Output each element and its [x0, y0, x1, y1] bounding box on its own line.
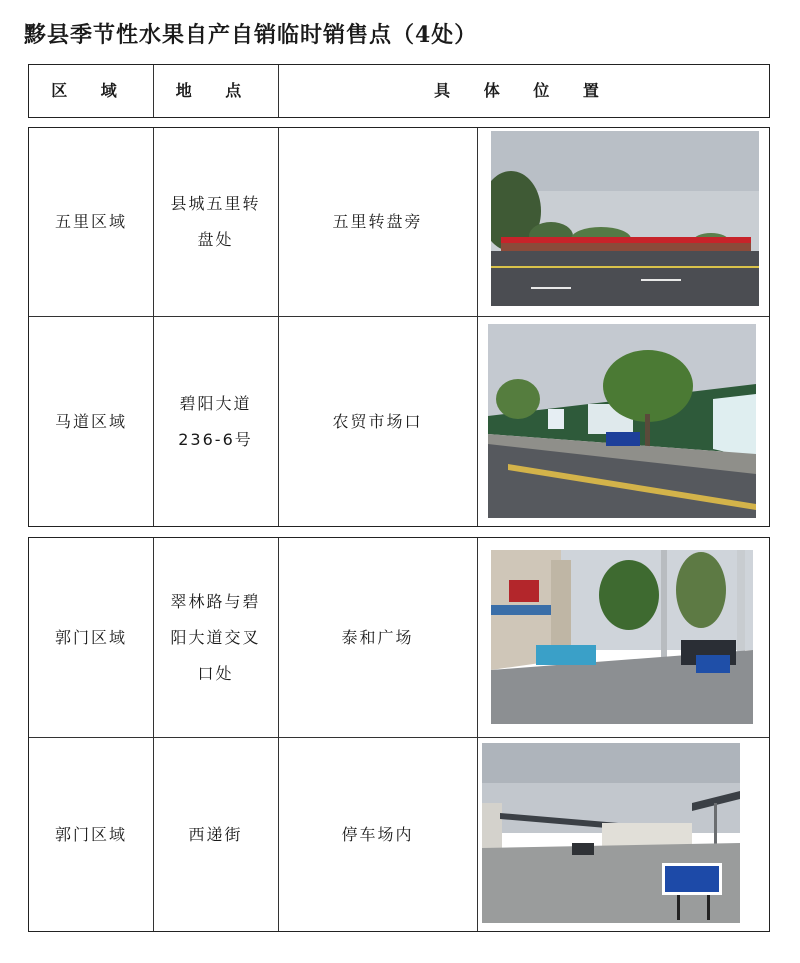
- row1-area: 五里区域: [54, 212, 127, 231]
- red-canopy-stalls-roadside-photo: [491, 131, 759, 306]
- table-row: [29, 317, 153, 526]
- market-wall-tree-photo: [488, 324, 756, 518]
- row1-place: 县城五里转 盘处: [170, 194, 261, 249]
- row2-position: 农贸市场口: [332, 411, 423, 431]
- row2-place: 碧阳大道 236-6号: [178, 393, 253, 449]
- page-title: 黟县季节性水果自产自销临时销售点（4处）: [24, 22, 478, 48]
- parking-lot-sign-photo: [482, 743, 740, 923]
- row3-area: 郭门区域: [54, 627, 127, 647]
- row3-position: 泰和广场: [341, 627, 414, 647]
- table-row: [29, 738, 153, 931]
- table-block-1: [28, 127, 770, 527]
- row4-place: 西递街: [188, 824, 243, 844]
- header-area: 区 域: [51, 81, 131, 100]
- table-row: [29, 128, 153, 316]
- row1-position: 五里转盘旁: [332, 212, 423, 231]
- street-sidewalk-sign-photo: [491, 550, 753, 724]
- header-position: 具 体 位 置: [434, 81, 613, 100]
- row2-area: 马道区域: [54, 411, 127, 431]
- table-row: [29, 538, 153, 737]
- row4-area: 郭门区域: [54, 824, 127, 844]
- header-table: [28, 64, 770, 118]
- row3-place: 翠林路与碧 阳大道交叉 口处: [170, 591, 261, 683]
- row4-position: 停车场内: [341, 824, 414, 844]
- header-place: 地 点: [175, 81, 256, 100]
- table-block-2: [28, 537, 770, 932]
